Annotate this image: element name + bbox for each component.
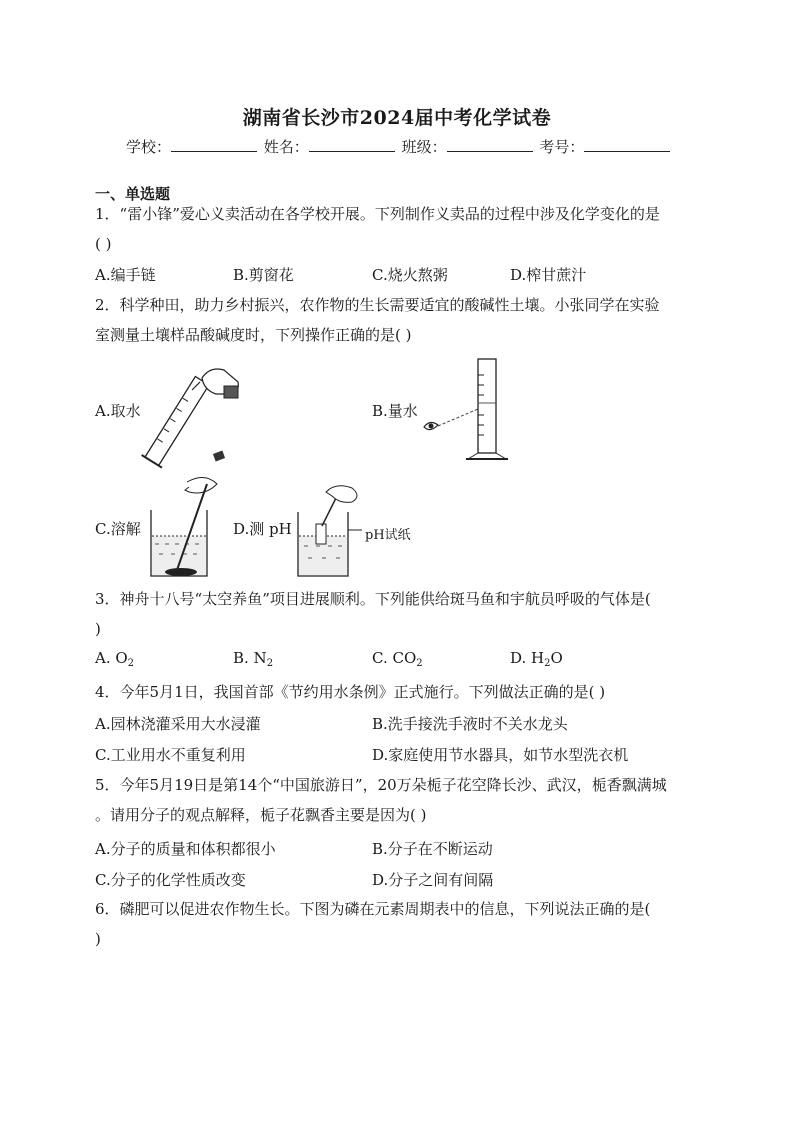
section-heading: 一、单选题 [95, 185, 171, 203]
question-2-line1: 2．科学种田，助力乡村振兴，农作物的生长需要适宜的酸碱性土壤。小张同学在实验 [95, 296, 660, 314]
q2-option-d[interactable]: D.测 pH [233, 520, 292, 538]
number-blank[interactable] [584, 137, 670, 152]
question-1 [95, 199, 705, 259]
question-4 [95, 677, 705, 707]
q3-option-d-sub: 2 [544, 658, 551, 669]
question-3 [95, 584, 705, 644]
pouring-water-figure [140, 360, 250, 470]
name-label: 姓名： [263, 138, 309, 156]
question-6 [95, 894, 705, 954]
q3-option-b-text: B. N [233, 649, 267, 667]
q4-option-d[interactable]: D.家庭使用节水器具，如节水型洗衣机 [372, 746, 629, 764]
q3-option-d-suffix: O [550, 649, 563, 667]
question-3-line2: ) [95, 620, 101, 638]
q5-option-c[interactable]: C.分子的化学性质改变 [95, 871, 246, 889]
q3-option-c[interactable] [372, 649, 423, 669]
q1-option-b[interactable]: B.剪窗花 [233, 266, 294, 284]
ph-paper-label: pH试纸 [365, 528, 411, 543]
q3-option-b[interactable] [233, 649, 273, 669]
question-2-line2: 室测量土壤样品酸碱度时，下列操作正确的是( ) [95, 326, 412, 344]
q1-option-c[interactable]: C.烧火熬粥 [372, 266, 448, 284]
reading-cylinder-figure [418, 355, 518, 465]
name-blank[interactable] [309, 137, 395, 152]
q3-option-c-sub: 2 [416, 658, 423, 669]
q5-option-d[interactable]: D.分子之间有间隔 [372, 871, 494, 889]
question-3-line1: 3．神舟十八号“太空养鱼”项目进展顺利。下列能供给斑马鱼和宇航员呼吸的气体是( [95, 590, 651, 608]
class-label: 班级： [401, 138, 447, 156]
q3-option-a[interactable] [95, 649, 134, 669]
question-5-line2: 。请用分子的观点解释，栀子花飘香主要是因为( ) [95, 806, 427, 824]
question-5 [95, 770, 705, 830]
school-blank[interactable] [171, 137, 257, 152]
q2-option-b[interactable]: B.量水 [372, 402, 418, 420]
question-4-line1: 4．今年5月1日，我国首部《节约用水条例》正式施行。下列做法正确的是( ) [95, 683, 606, 701]
q4-option-a[interactable]: A.园林浇灌采用大水浸灌 [95, 715, 261, 733]
q1-option-a[interactable]: A.编手链 [95, 266, 156, 284]
question-6-line2: ) [95, 930, 101, 948]
q4-option-b[interactable]: B.洗手接洗手液时不关水龙头 [372, 715, 568, 733]
q3-option-d[interactable] [510, 649, 563, 669]
q3-option-c-text: C. CO [372, 649, 417, 667]
question-1-line1: 1．“雷小锋”爱心义卖活动在各学校开展。下列制作义卖品的过程中涉及化学变化的是 [95, 205, 660, 223]
class-blank[interactable] [447, 137, 533, 152]
q5-option-a[interactable]: A.分子的质量和体积都很小 [95, 840, 276, 858]
q2-option-c[interactable]: C.溶解 [95, 520, 141, 538]
q3-option-a-sub: 2 [127, 658, 135, 669]
q1-option-d[interactable]: D.榨甘蔗汁 [510, 266, 587, 284]
student-info-line [126, 136, 672, 157]
q5-option-b[interactable]: B.分子在不断运动 [372, 840, 493, 858]
q2-option-a[interactable]: A.取水 [95, 402, 141, 420]
page-title: 湖南省长沙市2024届中考化学试卷 [242, 107, 552, 129]
number-label: 考号： [539, 138, 585, 156]
dissolving-beaker-figure [145, 474, 225, 580]
q4-option-c[interactable]: C.工业用水不重复利用 [95, 746, 246, 764]
q3-option-d-text: D. H [510, 649, 545, 667]
question-1-line2: ( ) [95, 235, 112, 253]
question-6-line1: 6．磷肥可以促进农作物生长。下图为磷在元素周期表中的信息，下列说法正确的是( [95, 900, 651, 918]
school-label: 学校： [126, 138, 172, 156]
q3-option-a-text: A. O [95, 649, 128, 667]
question-5-line1: 5．今年5月19日是第14个“中国旅游日”，20万朵栀子花空降长沙、武汉，栀香飘满城 [95, 776, 667, 794]
question-2 [95, 290, 705, 350]
q3-option-b-sub: 2 [266, 658, 274, 669]
